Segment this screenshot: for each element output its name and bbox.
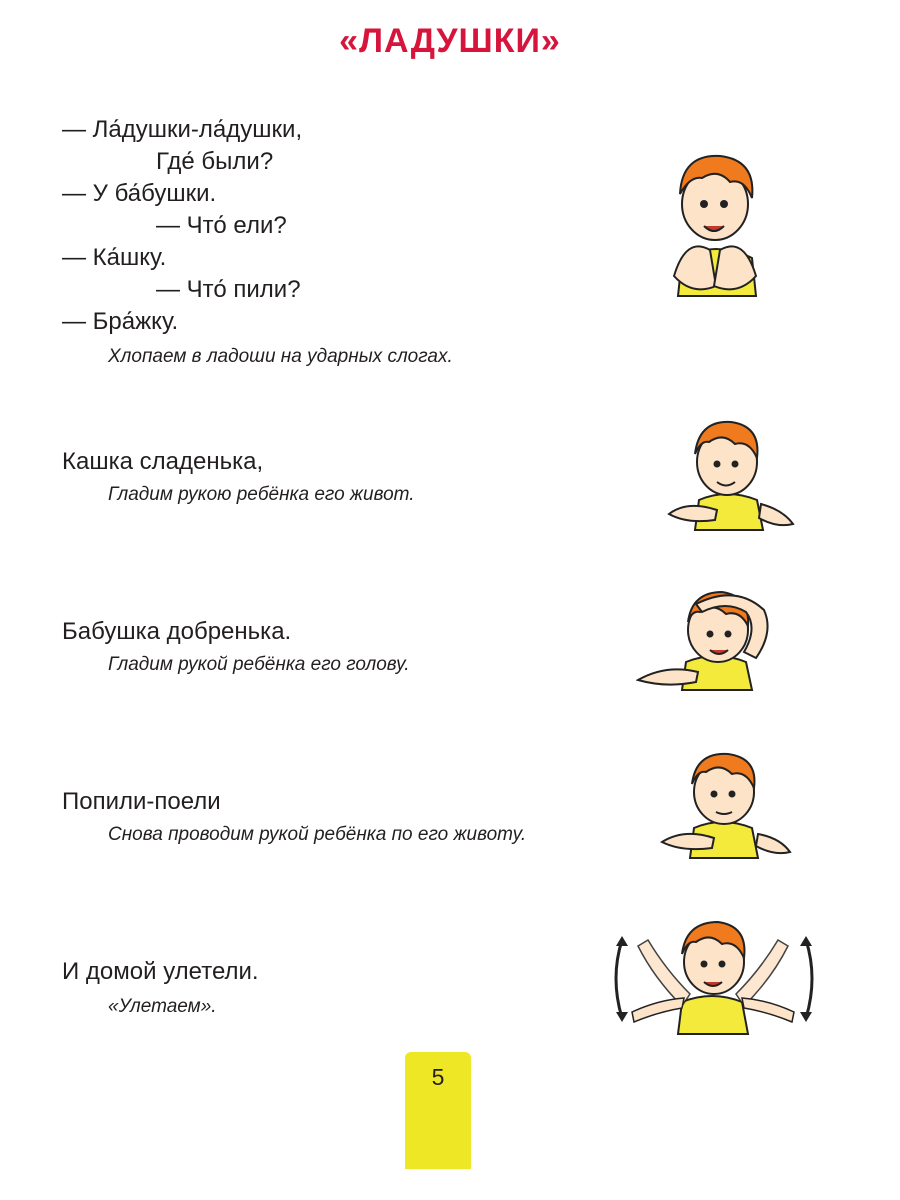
boy-stroking-head-illustration [636, 588, 786, 692]
verse-line: Где́ были? [156, 148, 274, 175]
verse-line: И домой улетели. [62, 958, 259, 985]
page-number: 5 [431, 1064, 445, 1090]
boy-flying-away-illustration [608, 918, 820, 1036]
verse-line: — Ла́душки-ла́душки, [62, 116, 303, 143]
instruction-note: Гладим рукой ребёнка его голову. [108, 654, 410, 675]
page-number-tab [405, 1052, 471, 1169]
boy-clapping-illustration [660, 148, 770, 300]
verse-line: Попили-поели [62, 788, 221, 815]
instruction-note: Снова проводим рукой ребёнка по его животу. [108, 824, 527, 845]
boy-stroking-tummy-again-illustration [660, 750, 792, 862]
verse-line: — Что́ ели? [156, 212, 287, 239]
verse-line: — У ба́бушки. [62, 180, 217, 207]
verse-line: — Ка́шку. [62, 244, 167, 271]
verse-line: — Что́ пили? [156, 276, 301, 303]
verse-line: — Бра́жку. [62, 308, 179, 335]
instruction-note: «Улетаем». [108, 996, 217, 1017]
page-title: «ЛАДУШКИ» [339, 22, 561, 60]
boy-stroking-tummy-illustration [665, 418, 795, 534]
verse-line: Кашка сладенька, [62, 448, 264, 475]
instruction-note: Гладим рукою ребёнка его живот. [108, 484, 415, 505]
instruction-note: Хлопаем в ладоши на ударных слогах. [108, 346, 453, 367]
verse-line: Бабушка добренька. [62, 618, 292, 645]
